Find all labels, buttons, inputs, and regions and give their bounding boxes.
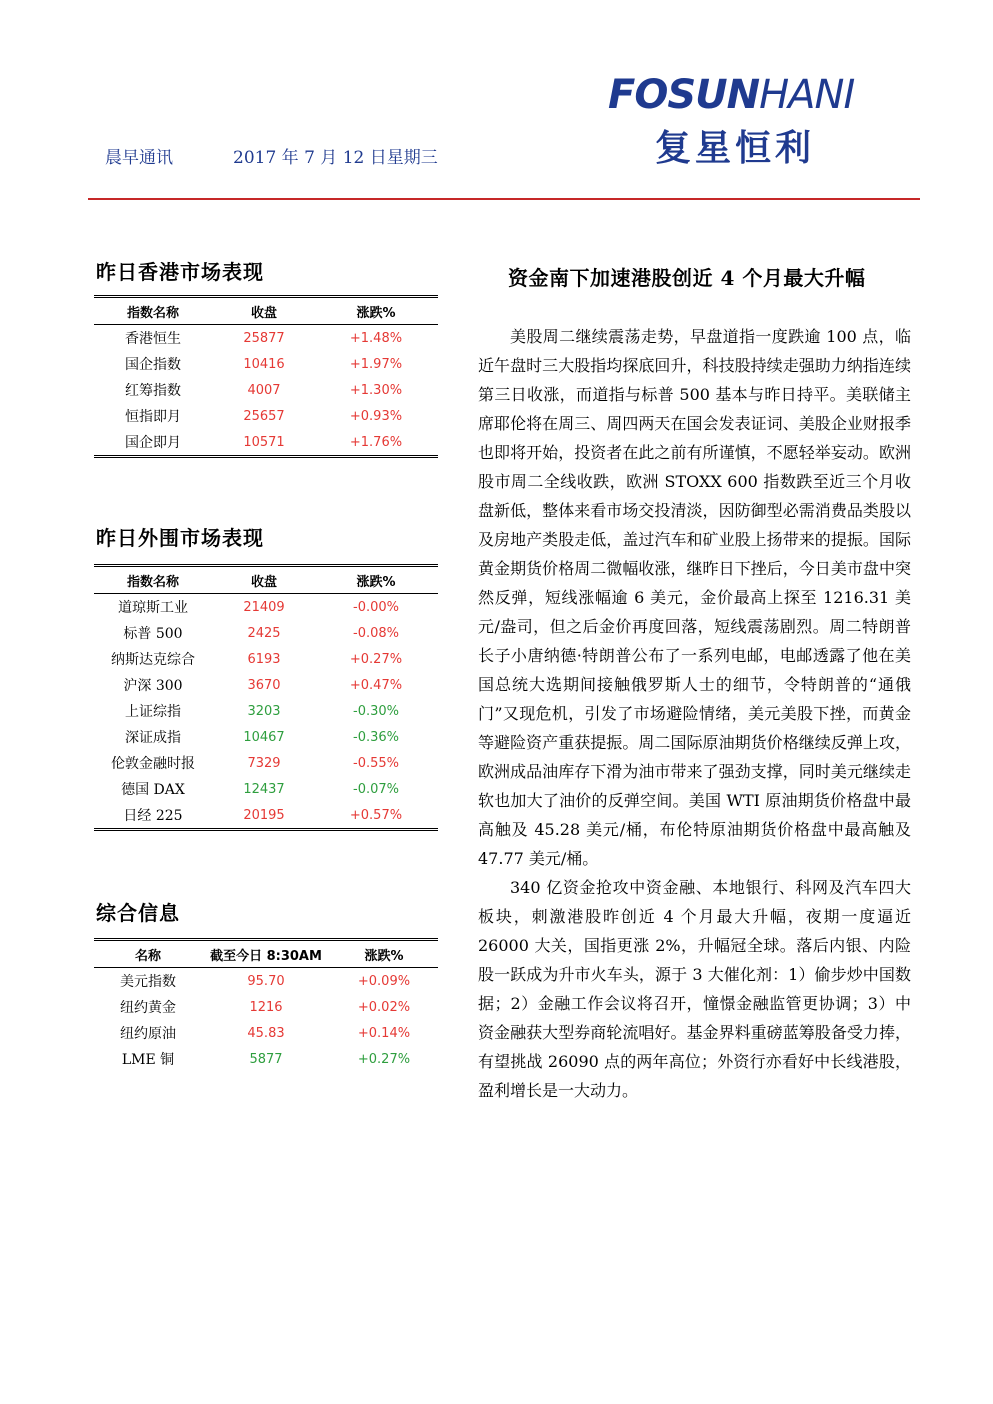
index-change: -0.00% (353, 599, 399, 615)
index-value: 5877 (249, 1051, 283, 1067)
table-row (94, 724, 438, 750)
index-change: +0.27% (349, 651, 403, 667)
index-change: +0.14% (357, 1025, 411, 1041)
col-name-header: 指数名称 (126, 574, 179, 590)
index-change: -0.55% (353, 755, 399, 771)
index-name: 伦敦金融时报 (111, 756, 195, 772)
general-info-heading: 综合信息 (96, 901, 180, 925)
newsletter-date: 2017 年 7 月 12 日星期三 (233, 148, 438, 168)
index-value: 3203 (247, 703, 281, 719)
index-name: 道琼斯工业 (118, 600, 188, 616)
index-change: -0.36% (353, 729, 399, 745)
general-info-table (94, 938, 438, 1072)
index-name: 红筹指数 (125, 383, 181, 399)
index-name: 香港恒生 (125, 331, 181, 347)
index-change: +0.57% (349, 807, 403, 823)
table-row (94, 429, 438, 455)
article-title: 资金南下加速港股创近 4 个月最大升幅 (508, 266, 866, 290)
index-name: 上证综指 (125, 704, 181, 720)
col-change-header: 涨跌% (364, 948, 404, 964)
index-value: 21409 (243, 599, 285, 615)
index-name: 沪深 300 (123, 678, 183, 694)
index-value: 10467 (243, 729, 285, 745)
hk-market-table (94, 295, 438, 458)
index-close: 4007 (247, 382, 281, 398)
index-close: 10416 (243, 356, 285, 372)
index-change: +1.76% (349, 434, 403, 450)
index-value: 12437 (243, 781, 285, 797)
table-row (94, 1020, 438, 1046)
index-change: +0.02% (357, 999, 411, 1015)
index-name: 深证成指 (125, 730, 181, 746)
index-change: +0.27% (357, 1051, 411, 1067)
index-name: 日经 225 (123, 808, 183, 824)
intl-market-table (94, 564, 438, 831)
index-name: 德国 DAX (121, 782, 185, 798)
index-name: 美元指数 (120, 974, 176, 990)
general-info-rows (94, 968, 438, 1072)
index-value: 2425 (247, 625, 281, 641)
table-row (94, 802, 438, 828)
table-header (94, 941, 438, 968)
table-row (94, 377, 438, 403)
index-change: +1.30% (349, 382, 403, 398)
intl-market-rows (94, 594, 438, 828)
index-close: 10571 (243, 434, 285, 450)
index-change: -0.08% (353, 625, 399, 641)
index-change: +0.93% (349, 408, 403, 424)
index-value: 1216 (249, 999, 283, 1015)
table-row (94, 968, 438, 994)
table-row (94, 750, 438, 776)
col-name-header: 指数名称 (126, 305, 179, 321)
index-name: 国企指数 (125, 357, 181, 373)
article-paragraph: 美股周二继续震荡走势，早盘道指一度跌逾 100 点，临近午盘时三大股指均探底回升，科技股持续走强助力纳指连续第三日收涨，而道指与标普 500 基本与昨日持平。美联储主席耶伦将在周三、周四两天在国会发表证词、美股企业财报季也即将开始，投资者在此之前有所谨慎，不愿轻举妄动。欧洲股市周二全线收跌，欧洲 STOXX 600 指数跌至近三个月收盘新低，整体来看市场交投清淡，因防御型必需消费品类股以及房地产类股走低，盖过汽车和矿业股上扬带来的提振。国际黄金期货价格周二微幅收涨，继昨日下挫后，今日美市盘中突然反弹，短线涨幅逾 6 美元，金价最高上探至 1216.31 美元/盎司，但之后金价再度回落，短线震荡剧烈。周二特朗普长子小唐纳德·特朗普公布了一系列电邮，电邮透露了他在美国总统大选期间接触俄罗斯人士的细节，令特朗普的“通俄门”又现危机，引发了市场避险情绪，美元美股下挫，而黄金等避险资产重获提振。周二国际原油期货价格继续反弹上攻，欧洲成品油库存下滑为油市带来了强劲支撑，同时美元继续走软也加大了油价的反弹空间。美国 WTI 原油期货价格盘中最高触及 45.28 美元/桶，布伦特原油期货价格盘中最高触及 47.77 美元/桶。 (478, 327, 911, 868)
index-change: +0.47% (349, 677, 403, 693)
index-value: 20195 (243, 807, 285, 823)
article-body (478, 322, 911, 1105)
table-header (94, 298, 438, 325)
table-row (94, 325, 438, 351)
table-header (94, 567, 438, 594)
table-row (94, 776, 438, 802)
table-row (94, 403, 438, 429)
index-close: 25657 (243, 408, 285, 424)
index-change: +1.48% (349, 330, 403, 346)
index-change: +1.97% (349, 356, 403, 372)
index-value: 3670 (247, 677, 281, 693)
index-change: -0.30% (353, 703, 399, 719)
header-divider (88, 198, 920, 200)
col-name-header: 名称 (134, 948, 161, 964)
col-change-header: 涨跌% (356, 574, 396, 590)
index-name: 纽约原油 (120, 1026, 176, 1042)
table-row (94, 672, 438, 698)
index-value: 95.70 (247, 973, 285, 989)
table-row (94, 1046, 438, 1072)
col-close-header: 收盘 (250, 574, 277, 590)
newsletter-title: 晨早通讯 (105, 148, 173, 168)
index-change: -0.07% (353, 781, 399, 797)
table-row (94, 351, 438, 377)
index-name: 纽约黄金 (120, 1000, 176, 1016)
index-change: +0.09% (357, 973, 411, 989)
col-close-header: 收盘 (250, 305, 277, 321)
col-value-header: 截至今日 8:30AM (210, 948, 322, 964)
hk-market-heading: 昨日香港市场表现 (96, 260, 264, 284)
intl-market-heading: 昨日外围市场表现 (96, 526, 264, 550)
col-change-header: 涨跌% (356, 305, 396, 321)
logo-chinese: 复星恒利 (655, 128, 816, 169)
logo-english: FOSUNHANI (608, 72, 855, 118)
index-close: 25877 (243, 330, 285, 346)
index-name: 国企即月 (125, 435, 181, 451)
table-row (94, 594, 438, 620)
index-value: 6193 (247, 651, 281, 667)
index-name: LME 铜 (121, 1052, 175, 1068)
table-row (94, 994, 438, 1020)
index-name: 纳斯达克综合 (111, 652, 195, 668)
table-row (94, 646, 438, 672)
index-name: 恒指即月 (125, 409, 181, 425)
table-row (94, 620, 438, 646)
table-row (94, 698, 438, 724)
index-value: 7329 (247, 755, 281, 771)
index-name: 标普 500 (123, 626, 183, 642)
index-value: 45.83 (247, 1025, 285, 1041)
article-paragraph: 340 亿资金抢攻中资金融、本地银行、科网及汽车四大板块，刺激港股昨创近 4 个月最大升幅，夜期一度逼近 26000 大关，国指更涨 2%，升幅冠全球。落后内银、内险股一跃成为升市火车头，源于 3 大催化剂：1）偷步炒中国数据；2）金融工作会议将召开，憧憬金融监管更协调；3）中资金融获大型券商轮流唱好。基金界料重磅蓝筹股备受力捧，有望挑战 26090 点的两年高位；外资行亦看好中长线港股，盈利增长是一大动力。 (478, 878, 911, 1100)
